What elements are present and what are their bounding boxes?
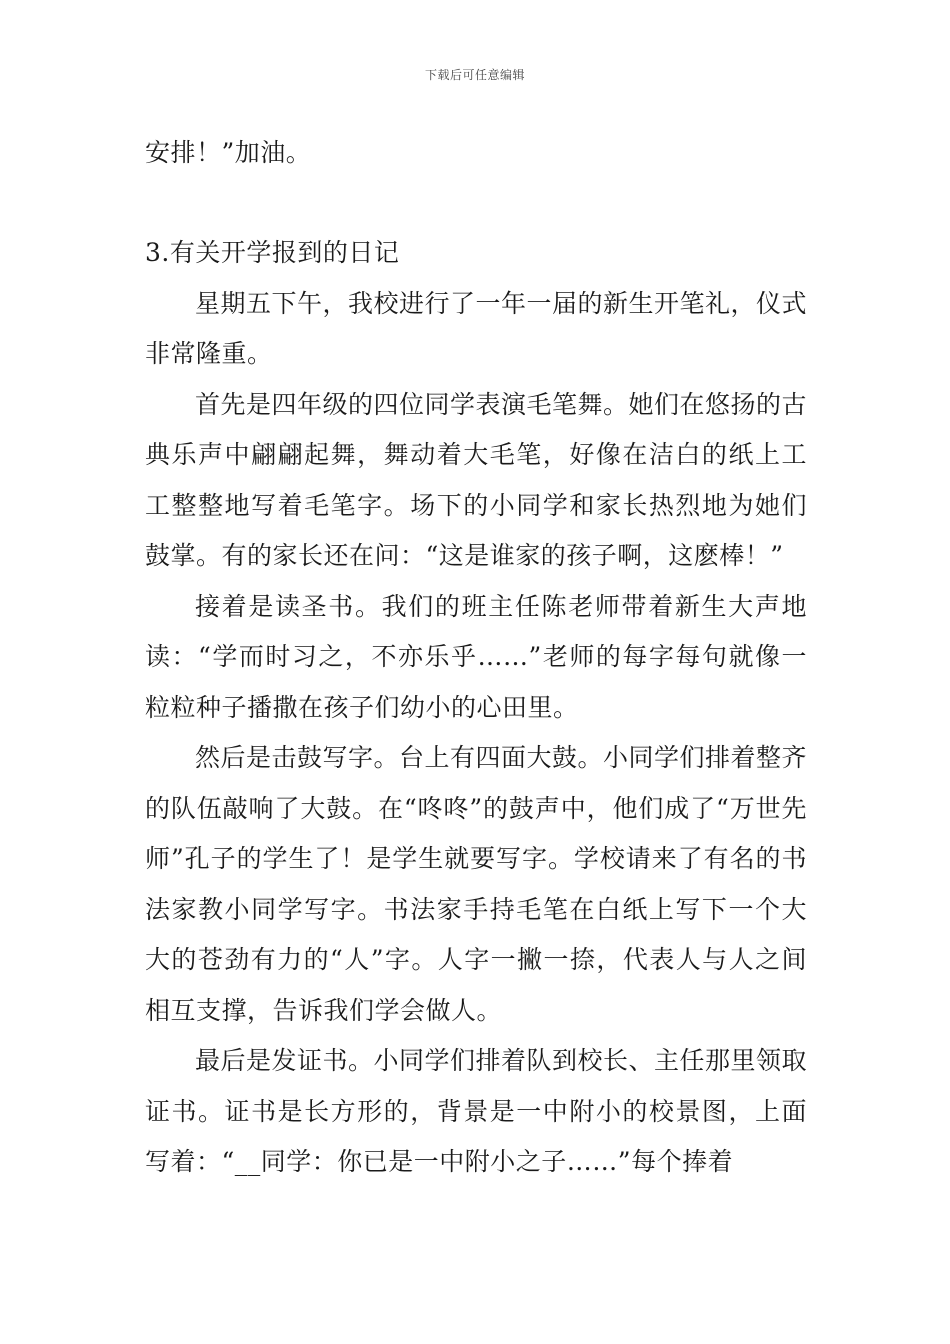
continuation-text: 安排！”加油。 — [145, 138, 312, 167]
paragraph-4: 然后是击鼓写字。台上有四面大鼓。小同学们排着整齐的队伍敲响了大鼓。在“咚咚”的鼓声中，他们成了“万世先师”孔子的学生了！是学生就要写字。学校请来了有名的书法家教小同学写字。书法家手持毛笔在白纸上写下一个大大的苍劲有力的“人”字。人字一撇一捺，代表人与人之间相互支撑，告诉我们学会做人。 — [145, 743, 808, 1025]
paragraph-1: 星期五下午，我校进行了一年一届的新生开笔礼，仪式非常隆重。 — [145, 288, 808, 368]
section-heading: 3.有关开学报到的日记 — [145, 238, 400, 267]
paragraph-3: 接着是读圣书。我们的班主任陈老师带着新生大声地读：“学而时习之，不亦乐乎……”老师的每字每句就像一粒粒种子播撒在孩子们幼小的心田里。 — [145, 591, 807, 722]
page-header: 下载后可任意编辑 — [424, 68, 525, 82]
paragraph-2: 首先是四年级的四位同学表演毛笔舞。她们在悠扬的古典乐声中翩翩起舞，舞动着大毛笔，好像在洁白的纸上工工整整地写着毛笔字。场下的小同学和家长热烈地为她们鼓掌。有的家长还在问：“这是谁家的孩子啊，这麽棒！” — [145, 389, 808, 570]
paragraph-5: 最后是发证书。小同学们排着队到校长、主任那里领取证书。证书是长方形的，背景是一中附小的校景图，上面写着：“__同学：你已是一中附小之子……”每个捧着 — [145, 1046, 808, 1176]
diary-section — [145, 228, 807, 1188]
